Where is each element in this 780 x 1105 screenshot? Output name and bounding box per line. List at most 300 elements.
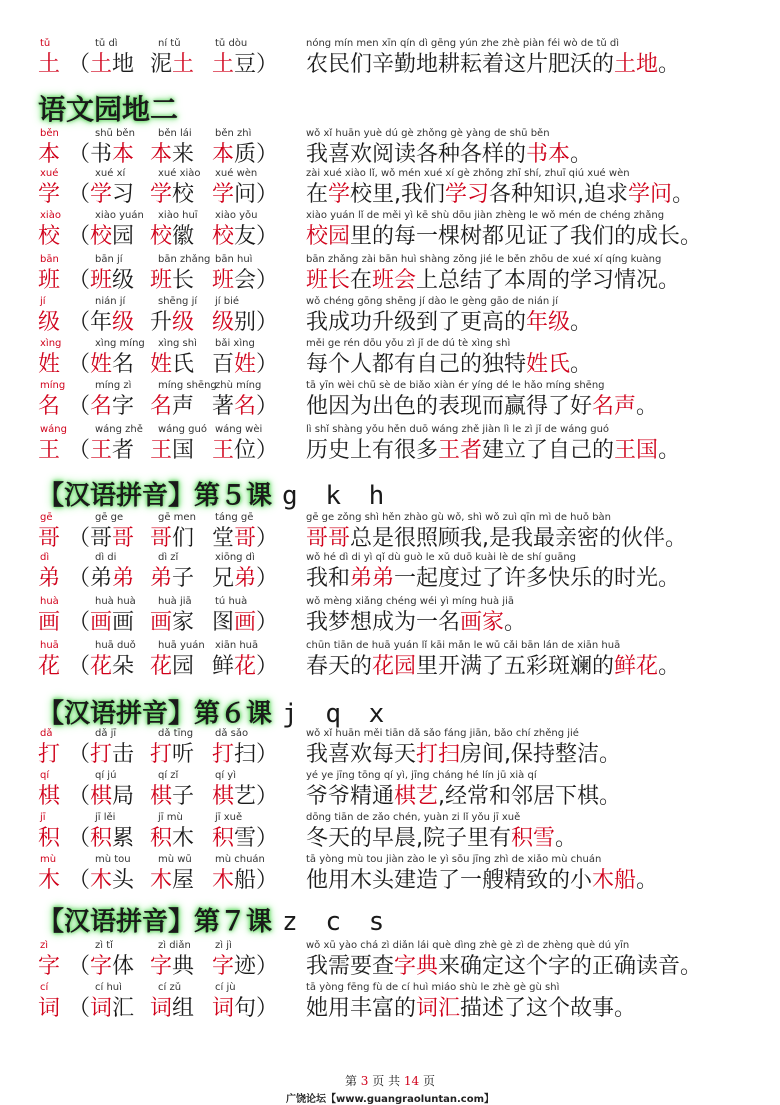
plain-text: 体 xyxy=(112,954,135,979)
word-pinyin: huā yuán xyxy=(158,640,205,651)
example-word xyxy=(212,995,278,1023)
example-sentence xyxy=(306,825,577,853)
example-word xyxy=(212,351,278,379)
plain-text: 。 xyxy=(672,182,695,207)
plain-text: 百 xyxy=(212,352,235,377)
main-character xyxy=(38,351,60,379)
word-pinyin: běn lái xyxy=(158,128,192,139)
word-pinyin: xiào huī xyxy=(158,210,198,221)
plain-text: 。 xyxy=(658,654,681,679)
example-word xyxy=(212,825,278,853)
plain-text: （ xyxy=(68,310,91,335)
main-character xyxy=(38,783,60,811)
example-sentence xyxy=(306,609,526,637)
word-pinyin: dì di xyxy=(95,552,117,563)
highlighted-text: 土地 xyxy=(614,52,659,77)
plain-text: ） xyxy=(256,566,279,591)
highlighted-text: 校 xyxy=(212,224,235,249)
highlighted-text: 画 xyxy=(150,610,173,635)
word-pinyin: gē men xyxy=(158,512,196,523)
example-word xyxy=(212,141,278,169)
plain-text: 地 xyxy=(112,52,135,77)
sentence-pinyin: gē ge zǒng shì hěn zhào gù wǒ, shì wǒ zuì qīn mì de huǒ bàn xyxy=(306,512,611,523)
example-sentence xyxy=(306,995,636,1023)
char-pinyin: xìng xyxy=(40,338,62,349)
example-word xyxy=(150,953,194,981)
sentence-pinyin: nóng mín men xīn qín dì gēng yún zhe zhè piàn féi wò de tǔ dì xyxy=(306,38,620,49)
example-sentence xyxy=(306,267,680,295)
plain-text: 。 xyxy=(658,52,681,77)
highlighted-text: 木 xyxy=(90,868,113,893)
word-pinyin: jī mù xyxy=(158,812,183,823)
example-word xyxy=(150,437,194,465)
highlighted-text: 花园 xyxy=(372,654,417,679)
example-word xyxy=(150,141,194,169)
plain-text: 位） xyxy=(234,438,279,463)
plain-text: 。 xyxy=(555,826,578,851)
highlighted-text: 土 xyxy=(90,52,113,77)
example-word xyxy=(68,825,134,853)
example-sentence xyxy=(306,181,694,209)
highlighted-text: 王国 xyxy=(614,438,659,463)
highlighted-text: 名 xyxy=(234,394,257,419)
highlighted-text: 打 xyxy=(90,742,113,767)
example-sentence xyxy=(306,223,702,251)
highlighted-text: 木 xyxy=(212,868,235,893)
plain-text: 弟 xyxy=(90,566,113,591)
vocab-row xyxy=(0,596,780,644)
plain-text: 我喜欢阅读各种各样的 xyxy=(306,142,527,167)
plain-text: 著 xyxy=(212,394,235,419)
highlighted-text: 画 xyxy=(90,610,113,635)
highlighted-text: 本 xyxy=(112,142,135,167)
plain-text: 书 xyxy=(90,142,113,167)
word-pinyin: shēng jí xyxy=(158,296,198,307)
highlighted-text: 班 xyxy=(212,268,235,293)
highlighted-text: 棋 xyxy=(90,784,113,809)
plain-text: 长 xyxy=(172,268,195,293)
plain-text: 木 xyxy=(172,826,195,851)
highlighted-text: 词 xyxy=(90,996,113,1021)
word-pinyin: bān jí xyxy=(95,254,123,265)
word-pinyin: zì jì xyxy=(215,940,232,951)
plain-text: 他因为出色的表现而赢得了好 xyxy=(306,394,593,419)
highlighted-text: 花 xyxy=(90,654,113,679)
plain-text: 习 xyxy=(112,182,135,207)
word-pinyin: jī lěi xyxy=(95,812,116,823)
vocab-row xyxy=(0,854,780,902)
highlighted-text: 校 xyxy=(90,224,113,249)
highlighted-text: 姓 xyxy=(38,352,61,377)
plain-text: （ xyxy=(68,438,91,463)
word-pinyin: xiào yǒu xyxy=(215,210,258,221)
plain-text: 冬天的早晨,院子里有 xyxy=(306,826,511,851)
example-word xyxy=(68,351,134,379)
char-pinyin: dǎ xyxy=(40,728,53,739)
highlighted-text: 哥 xyxy=(38,526,61,551)
plain-text: 校里,我们 xyxy=(350,182,446,207)
highlighted-text: 弟 xyxy=(38,566,61,591)
plain-text: 级 xyxy=(112,268,135,293)
highlighted-text: 画 xyxy=(38,610,61,635)
highlighted-text: 土 xyxy=(172,52,195,77)
example-word xyxy=(68,309,134,337)
plain-text: 上总结了本周的学习情况。 xyxy=(416,268,681,293)
main-character xyxy=(38,525,60,553)
word-pinyin: bān huì xyxy=(215,254,253,265)
highlighted-text: 词汇 xyxy=(416,996,461,1021)
vocab-row xyxy=(0,982,780,1030)
example-word xyxy=(150,783,194,811)
plain-text: 在 xyxy=(306,182,329,207)
plain-text: 。 xyxy=(658,438,681,463)
example-word xyxy=(150,995,194,1023)
plain-text: 别） xyxy=(234,310,279,335)
main-character xyxy=(38,953,60,981)
example-word xyxy=(212,309,278,337)
highlighted-text: 木 xyxy=(150,868,173,893)
highlighted-text: 级 xyxy=(112,310,135,335)
example-word xyxy=(68,437,134,465)
plain-text: 各种知识,追求 xyxy=(489,182,629,207)
example-word xyxy=(212,609,278,637)
highlighted-text: 字 xyxy=(150,954,173,979)
example-sentence xyxy=(306,51,680,79)
vocab-row xyxy=(0,552,780,600)
example-word xyxy=(68,181,134,209)
plain-text: 组 xyxy=(172,996,195,1021)
plain-text: （ xyxy=(68,182,91,207)
highlighted-text: 校园 xyxy=(306,224,351,249)
plain-text: 艺） xyxy=(234,784,279,809)
word-pinyin: gē ge xyxy=(95,512,124,523)
plain-text: ） xyxy=(256,526,279,551)
plain-text: （ xyxy=(68,868,91,893)
word-pinyin: cí jù xyxy=(215,982,236,993)
highlighted-text: 积 xyxy=(38,826,61,851)
highlighted-text: 木船 xyxy=(592,868,637,893)
word-pinyin: zhù míng xyxy=(215,380,262,391)
highlighted-text: 班长 xyxy=(306,268,351,293)
highlighted-text: 棋 xyxy=(150,784,173,809)
char-pinyin: qí xyxy=(40,770,50,781)
example-word xyxy=(150,267,194,295)
sentence-pinyin: wǒ hé dì di yì qǐ dù guò le xǔ duō kuài lè de shí guāng xyxy=(306,552,577,563)
sentence-pinyin: wǒ xǐ huān měi tiān dǎ sǎo fáng jiān, bǎo chí zhěng jié xyxy=(306,728,579,739)
word-pinyin: shū běn xyxy=(95,128,135,139)
highlighted-text: 打扫 xyxy=(416,742,461,767)
word-pinyin: míng shēng xyxy=(158,380,217,391)
highlighted-text: 棋 xyxy=(212,784,235,809)
word-pinyin: dǎ sǎo xyxy=(215,728,249,739)
plain-text: （ xyxy=(68,52,91,77)
page-number: 第 3 页 共 14 页 xyxy=(344,1074,436,1088)
word-pinyin: xué xí xyxy=(95,168,126,179)
main-character xyxy=(38,867,60,895)
char-pinyin: tǔ xyxy=(40,38,51,49)
plain-text: 迹） xyxy=(234,954,279,979)
example-word xyxy=(150,525,194,553)
sentence-pinyin: wǒ xū yào chá zì diǎn lái què dìng zhè gè zì de zhèng què dú yīn xyxy=(306,940,630,951)
section-heading-text: 【汉语拼音】第５课 xyxy=(38,481,273,511)
example-word xyxy=(150,309,194,337)
example-sentence xyxy=(306,565,680,593)
sentence-pinyin: dōng tiān de zǎo chén, yuàn zi lǐ yǒu jī xuě xyxy=(306,812,521,823)
plain-text: 泥 xyxy=(150,52,173,77)
sentence-pinyin: měi ge rén dōu yǒu zì jǐ de dú tè xìng shì xyxy=(306,338,511,349)
plain-text: 堂 xyxy=(212,526,235,551)
plain-text: 头 xyxy=(112,868,135,893)
plain-text: 里的每一棵树都见证了我们的成长。 xyxy=(350,224,703,249)
plain-text: 。 xyxy=(570,352,593,377)
example-word xyxy=(68,995,134,1023)
main-character xyxy=(38,181,60,209)
main-character xyxy=(38,825,60,853)
highlighted-text: 花 xyxy=(38,654,61,679)
word-pinyin: jī xuě xyxy=(215,812,243,823)
sentence-pinyin: wǒ xǐ huān yuè dú gè zhǒng gè yàng de shū běn xyxy=(306,128,550,139)
highlighted-text: 哥 xyxy=(150,526,173,551)
highlighted-text: 学 xyxy=(328,182,351,207)
example-sentence xyxy=(306,653,680,681)
highlighted-text: 词 xyxy=(38,996,61,1021)
char-pinyin: míng xyxy=(40,380,66,391)
char-pinyin: jí xyxy=(40,296,46,307)
highlighted-text: 积 xyxy=(212,826,235,851)
example-sentence xyxy=(306,867,658,895)
example-word xyxy=(212,953,278,981)
highlighted-text: 本 xyxy=(212,142,235,167)
example-word xyxy=(212,783,278,811)
plain-text: 春天的 xyxy=(306,654,373,679)
main-character xyxy=(38,437,60,465)
vocab-row xyxy=(0,168,780,216)
plain-text: 扫） xyxy=(234,742,279,767)
example-sentence xyxy=(306,393,658,421)
highlighted-text: 花 xyxy=(234,654,257,679)
main-character xyxy=(38,995,60,1023)
plain-text: （ xyxy=(68,268,91,293)
highlighted-text: 级 xyxy=(172,310,195,335)
plain-text: 描述了这个故事。 xyxy=(460,996,637,1021)
word-pinyin: qí jú xyxy=(95,770,117,781)
highlighted-text: 词 xyxy=(150,996,173,1021)
word-pinyin: cí zǔ xyxy=(158,982,182,993)
example-word xyxy=(68,867,134,895)
example-word xyxy=(212,437,278,465)
plain-text: 。 xyxy=(636,868,659,893)
example-word xyxy=(150,51,194,79)
plain-text: 我喜欢每天 xyxy=(306,742,417,767)
highlighted-text: 王 xyxy=(90,438,113,463)
sentence-pinyin: yé ye jīng tōng qí yì, jīng cháng hé lín jū xià qí xyxy=(306,770,537,781)
word-pinyin: xiào yuán xyxy=(95,210,144,221)
example-word xyxy=(68,393,134,421)
example-word xyxy=(150,867,194,895)
highlighted-text: 书本 xyxy=(526,142,571,167)
plain-text: 。 xyxy=(570,142,593,167)
example-sentence xyxy=(306,141,592,169)
highlighted-text: 姓 xyxy=(150,352,173,377)
plain-text: （ xyxy=(68,610,91,635)
highlighted-text: 班 xyxy=(38,268,61,293)
highlighted-text: 哥 xyxy=(234,526,257,551)
highlighted-text: 学 xyxy=(150,182,173,207)
highlighted-text: 打 xyxy=(212,742,235,767)
highlighted-text: 学习 xyxy=(445,182,490,207)
plain-text: 兄 xyxy=(212,566,235,591)
plain-text: （ xyxy=(68,954,91,979)
highlighted-text: 学问 xyxy=(628,182,673,207)
word-pinyin: xiān huā xyxy=(215,640,259,651)
highlighted-text: 词 xyxy=(212,996,235,1021)
example-word xyxy=(68,141,134,169)
plain-text: 句） xyxy=(234,996,279,1021)
example-word xyxy=(212,653,278,681)
example-word xyxy=(212,51,278,79)
plain-text: 质） xyxy=(234,142,279,167)
plain-text: 历史上有很多 xyxy=(306,438,439,463)
section-heading-letters: z c s xyxy=(282,907,391,937)
plain-text: 氏 xyxy=(172,352,195,377)
highlighted-text: 棋 xyxy=(38,784,61,809)
plain-text: 哥 xyxy=(90,526,113,551)
sentence-pinyin: lì shǐ shàng yǒu hěn duō wáng zhě jiàn lì le zì jǐ de wáng guó xyxy=(306,424,610,435)
word-pinyin: qí zǐ xyxy=(158,770,179,781)
vocab-row xyxy=(0,380,780,428)
main-character xyxy=(38,141,60,169)
plain-text: 国 xyxy=(172,438,195,463)
char-pinyin: bān xyxy=(40,254,59,265)
highlighted-text: 学 xyxy=(38,182,61,207)
plain-text: （ xyxy=(68,996,91,1021)
plain-text: ） xyxy=(256,352,279,377)
vocab-row xyxy=(0,338,780,386)
word-pinyin: běn zhì xyxy=(215,128,252,139)
highlighted-text: 姓 xyxy=(234,352,257,377)
highlighted-text: 积 xyxy=(150,826,173,851)
highlighted-text: 班 xyxy=(90,268,113,293)
plain-text: 一起度过了许多快乐的时光。 xyxy=(394,566,681,591)
plain-text: 来确定这个字的正确读音。 xyxy=(438,954,703,979)
word-pinyin: huà huà xyxy=(95,596,136,607)
vocab-row xyxy=(0,38,780,86)
word-pinyin: xìng míng xyxy=(95,338,145,349)
char-pinyin: zì xyxy=(40,940,49,951)
word-pinyin: huā duǒ xyxy=(95,640,136,651)
highlighted-text: 画家 xyxy=(460,610,505,635)
word-pinyin: xìng shì xyxy=(158,338,197,349)
sentence-pinyin: tā yīn wèi chū sè de biǎo xiàn ér yíng dé le hǎo míng shēng xyxy=(306,380,605,391)
plain-text: 来 xyxy=(172,142,195,167)
main-character xyxy=(38,741,60,769)
plain-text: 。 xyxy=(636,394,659,419)
section-heading-text: 【汉语拼音】第７课 xyxy=(38,907,273,937)
highlighted-text: 校 xyxy=(150,224,173,249)
word-pinyin: ní tǔ xyxy=(158,38,181,49)
plain-text: ,经常和邻居下棋。 xyxy=(438,784,622,809)
section-heading xyxy=(38,476,390,516)
word-pinyin: wáng wèi xyxy=(215,424,263,435)
highlighted-text: 校 xyxy=(38,224,61,249)
vocab-row xyxy=(0,728,780,776)
plain-text: 累 xyxy=(112,826,135,851)
word-pinyin: táng gē xyxy=(215,512,254,523)
plain-text: （ xyxy=(68,142,91,167)
highlighted-text: 土 xyxy=(38,52,61,77)
plain-text: 每个人都有自己的独特 xyxy=(306,352,527,377)
word-pinyin: dì zǐ xyxy=(158,552,179,563)
plain-text: （ xyxy=(68,394,91,419)
word-pinyin: tǔ dòu xyxy=(215,38,248,49)
example-word xyxy=(150,565,194,593)
highlighted-text: 鲜花 xyxy=(614,654,659,679)
char-pinyin: mù xyxy=(40,854,57,865)
highlighted-text: 木 xyxy=(38,868,61,893)
vocab-row xyxy=(0,296,780,344)
vocab-row xyxy=(0,812,780,860)
plain-text: 家 xyxy=(172,610,195,635)
word-pinyin: cí huì xyxy=(95,982,122,993)
highlighted-text: 名 xyxy=(150,394,173,419)
section-heading-letters: g k h xyxy=(282,481,391,511)
word-pinyin: xué xiào xyxy=(158,168,201,179)
vocab-row xyxy=(0,424,780,472)
plain-text: 我和 xyxy=(306,566,351,591)
sentence-pinyin: xiào yuán lǐ de měi yì kē shù dōu jiàn zhèng le wǒ mén de chéng zhǎng xyxy=(306,210,665,221)
word-pinyin: tú huà xyxy=(215,596,248,607)
highlighted-text: 字典 xyxy=(394,954,439,979)
vocab-row xyxy=(0,210,780,258)
plain-text: 园 xyxy=(172,654,195,679)
word-pinyin: zì tǐ xyxy=(95,940,113,951)
word-pinyin: mù wū xyxy=(158,854,192,865)
highlighted-text: 学 xyxy=(212,182,235,207)
example-sentence xyxy=(306,437,680,465)
plain-text: ） xyxy=(256,654,279,679)
word-pinyin: wáng zhě xyxy=(95,424,143,435)
plain-text: 问） xyxy=(234,182,279,207)
highlighted-text: 画 xyxy=(234,610,257,635)
plain-text: 声 xyxy=(172,394,195,419)
section-heading xyxy=(38,902,390,942)
highlighted-text: 打 xyxy=(150,742,173,767)
plain-text: 典 xyxy=(172,954,195,979)
example-word xyxy=(212,393,278,421)
example-word xyxy=(150,181,194,209)
vocab-row xyxy=(0,770,780,818)
plain-text: 我成功升级到了更高的 xyxy=(306,310,527,335)
word-pinyin: dǎ jī xyxy=(95,728,117,739)
char-pinyin: jī xyxy=(40,812,46,823)
char-pinyin: huā xyxy=(40,640,59,651)
plain-text: 里开满了五彩斑斓的 xyxy=(416,654,615,679)
sentence-pinyin: bān zhǎng zài bān huì shàng zǒng jié le běn zhōu de xué xí qíng kuàng xyxy=(306,254,662,265)
example-word xyxy=(150,609,194,637)
vocab-row xyxy=(0,640,780,688)
highlighted-text: 花 xyxy=(150,654,173,679)
example-word xyxy=(68,953,134,981)
example-word xyxy=(150,223,194,251)
plain-text: 鲜 xyxy=(212,654,235,679)
main-character xyxy=(38,393,60,421)
example-word xyxy=(68,525,134,553)
highlighted-text: 弟弟 xyxy=(350,566,395,591)
plain-text: 园 xyxy=(112,224,135,249)
char-pinyin: gē xyxy=(40,512,53,523)
plain-text: 汇 xyxy=(112,996,135,1021)
example-word xyxy=(212,525,278,553)
